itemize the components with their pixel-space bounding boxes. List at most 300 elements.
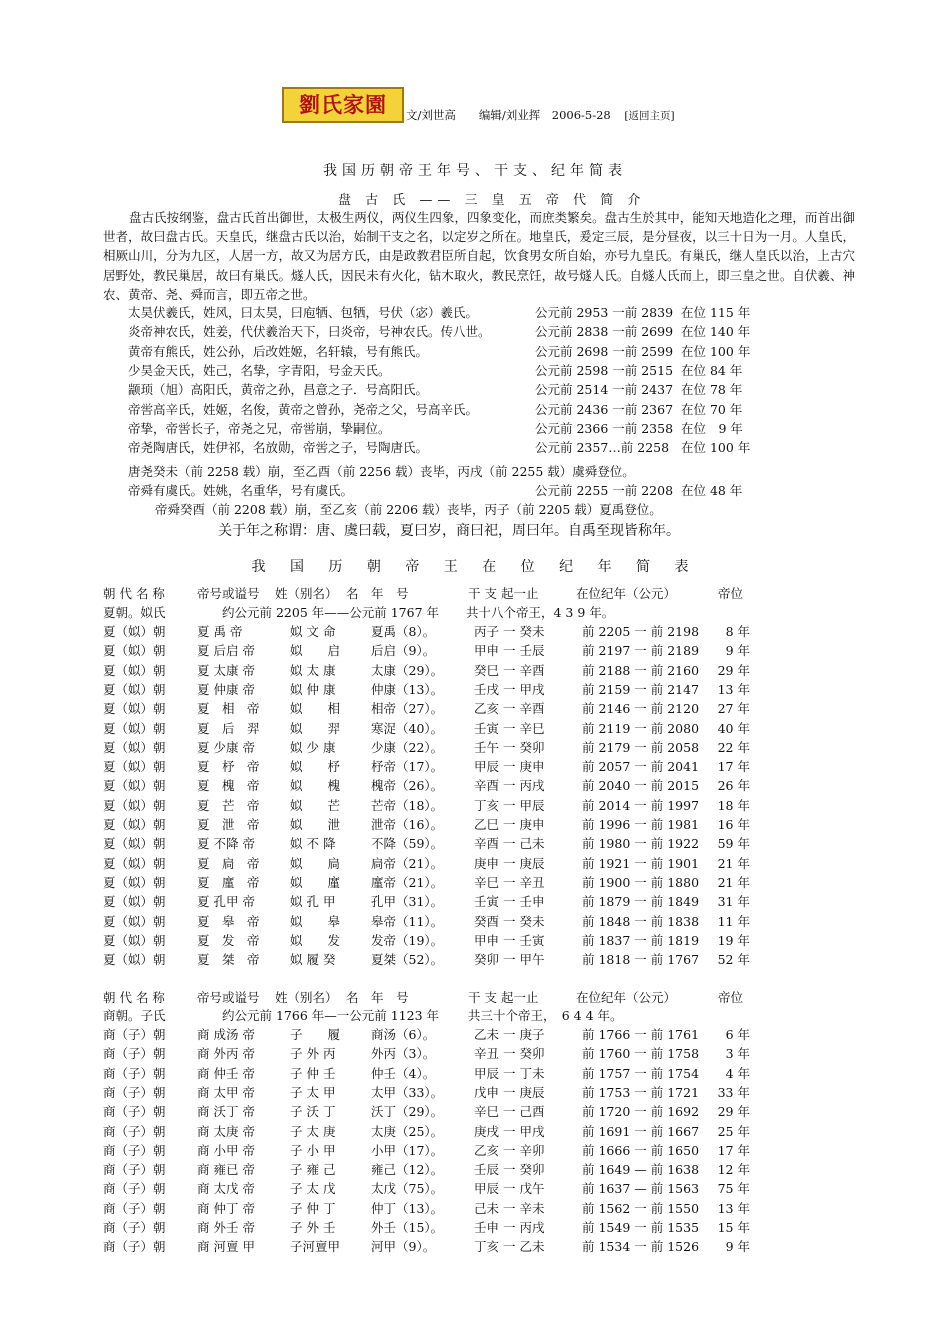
cell-ganzhi: 癸酉 一 癸未 — [474, 913, 545, 929]
cell-dynasty: 夏（姒）朝 — [103, 894, 166, 910]
cell-name: 外丙（3）。 — [371, 1046, 436, 1062]
emperor-reign: 在位 100 年 — [681, 343, 751, 359]
cell-surname: 姒 相 — [290, 701, 341, 717]
cell-title: 夏 后启 帝 — [197, 643, 255, 659]
cell-title: 夏 后 羿 — [197, 720, 260, 736]
cell-surname: 姒 皋 — [290, 913, 341, 929]
header-surname: 姓（别名） — [275, 990, 338, 1005]
header-name: 名 年 号 — [346, 586, 409, 601]
emperor-reign: 在位 70 年 — [681, 401, 743, 417]
cell-surname: 姒 不 降 — [290, 836, 336, 852]
cell-years: 前 1534 一 前 1526 — [582, 1239, 700, 1255]
cell-ganzhi: 壬戌 一 甲戌 — [474, 681, 545, 697]
cell-surname: 姒 仲 康 — [290, 681, 336, 697]
intro-paragraph: 盘古氏按纲鉴，盘古氏首出御世，太极生两仪，两仪生四象，四象变化，而庶类繁矣。盘古生於其中，能知天地造化之理，而首出御世者，故曰盘古氏。天皇氏，继盘古氏以治，始制干支之名，以定岁之所在。地皇氏，爰定三辰，是分昼夜，以三十日为一月。人皇氏，相厥山川，分为九区，人居一方，故又为居方氏，由是政教君臣所自起，饮食男女所自始，亦号九皇氏。有巢氏，继人皇氏以治，上古穴居野处，教民巢居，故曰有巢氏。燧人氏，因民未有火化，钻木取火，教民烹饪，故号燧人氏。自燧人氏而上，即三皇之世。自伏羲、神农、黄帝、尧、舜而言，即五帝之世。 — [103, 210, 855, 302]
cell-name: 寒浞（40）。 — [371, 720, 444, 736]
cell-surname: 姒 廑 — [290, 874, 341, 890]
cell-ganzhi: 壬寅 一 辛巳 — [474, 720, 545, 736]
cell-years: 前 1921 一 前 1901 — [582, 855, 700, 871]
cell-years: 前 2057 一 前 2041 — [582, 759, 700, 775]
cell-name: 槐帝（26）。 — [371, 778, 444, 794]
cell-years: 前 1996 一 前 1981 — [582, 817, 700, 832]
cell-dynasty: 商（子）朝 — [103, 1123, 166, 1139]
cell-ganzhi: 丁亥 一 甲辰 — [474, 797, 545, 813]
dynasty-summary-row — [0, 1006, 950, 1025]
cell-ganzhi: 庚戌 一 甲戌 — [474, 1123, 545, 1139]
cell-surname: 子 雍 己 — [290, 1162, 336, 1178]
table-row — [0, 757, 950, 776]
cell-dynasty: 商（子）朝 — [103, 1084, 166, 1100]
cell-title: 商 太戊 帝 — [197, 1181, 255, 1197]
emperor-desc: 太昊伏羲氏，姓风，曰太昊，曰庖牺、包牺，号伏（宓）羲氏。 — [128, 305, 479, 320]
table-row — [0, 1237, 950, 1256]
cell-reign: 25 年 — [717, 1123, 750, 1139]
cell-dynasty: 商（子）朝 — [103, 1065, 166, 1081]
cell-surname: 姒 芒 — [290, 797, 341, 813]
cell-surname: 姒 启 — [290, 643, 341, 659]
emperor-reign: 在位 84 年 — [681, 362, 743, 378]
cell-reign: 29 年 — [717, 1104, 750, 1120]
emperor-reign: 在位 100 年 — [681, 440, 751, 456]
cell-surname: 子 外 壬 — [290, 1220, 336, 1235]
cell-ganzhi: 丙子 一 癸未 — [474, 624, 545, 639]
header-dynasty: 朝 代 名 称 — [103, 586, 165, 601]
cell-surname: 姒 少 康 — [290, 739, 336, 755]
emperor-years: 公元前 2953 一前 2839 — [535, 305, 674, 320]
cell-ganzhi: 乙亥 一 辛酉 — [474, 701, 545, 717]
cell-ganzhi: 癸卯 一 甲午 — [474, 952, 545, 968]
cell-years: 前 1549 一 前 1535 — [582, 1220, 700, 1235]
table-row — [0, 950, 950, 969]
cell-dynasty: 夏（姒）朝 — [103, 817, 166, 832]
cell-dynasty: 商（子）朝 — [103, 1046, 166, 1062]
cell-name: 外壬（15）。 — [371, 1220, 444, 1235]
cell-title: 商 外壬 帝 — [197, 1220, 255, 1235]
emperor-desc: 帝挚，帝喾长子，帝尧之兄，帝喾崩，挚嗣位。 — [128, 420, 391, 436]
cell-title: 夏 泄 帝 — [197, 817, 260, 832]
cell-title: 夏 廑 帝 — [197, 874, 260, 890]
cell-title: 商 仲丁 帝 — [197, 1200, 255, 1216]
cell-years: 前 1753 一 前 1721 — [582, 1084, 700, 1100]
cell-surname: 子 太 戊 — [290, 1181, 336, 1197]
site-logo — [282, 87, 404, 123]
cell-reign: 6 年 — [725, 1027, 750, 1042]
cell-surname: 姒 羿 — [290, 720, 341, 736]
cell-ganzhi: 甲申 一 壬寅 — [474, 932, 545, 948]
emperor-row — [0, 419, 950, 438]
cell-reign: 3 年 — [725, 1046, 750, 1062]
cell-title: 商 河亶 甲 — [197, 1239, 255, 1255]
cell-reign: 29 年 — [717, 662, 750, 678]
cell-dynasty: 夏（姒）朝 — [103, 739, 166, 755]
cell-ganzhi: 辛酉 一 己未 — [474, 836, 545, 852]
cell-years: 前 1818 一 前 1767 — [582, 952, 700, 968]
dynasty-count: 共十八个帝王，4 3 9 年。 — [466, 605, 615, 620]
table-row — [0, 873, 950, 892]
dynasty-count: 共三十个帝王， 6 4 4 年。 — [468, 1008, 623, 1023]
cell-years: 前 1837 一 前 1819 — [582, 932, 700, 948]
emperor-desc: 帝尧陶唐氏，姓伊祁，名放勋，帝喾之子，号陶唐氏。 — [128, 440, 429, 456]
table-row — [0, 1044, 950, 1063]
cell-ganzhi: 戊申 一 庚辰 — [474, 1084, 545, 1100]
cell-surname: 子 太 庚 — [290, 1123, 336, 1139]
cell-ganzhi: 壬午 一 癸卯 — [474, 739, 545, 755]
cell-name: 夏桀（52）。 — [371, 952, 444, 968]
header-reign: 帝位 — [718, 990, 744, 1005]
cell-title: 夏 皋 帝 — [197, 913, 260, 929]
header-dynasty: 朝 代 名 称 — [103, 990, 165, 1005]
table-row — [0, 796, 950, 815]
emperor-years: 公元前 2838 一前 2699 — [535, 324, 674, 340]
table-row — [0, 661, 950, 680]
cell-ganzhi: 壬辰 一 癸卯 — [474, 1162, 545, 1178]
cell-years: 前 2179 一 前 2058 — [582, 739, 700, 755]
table-row — [0, 912, 950, 931]
cell-dynasty: 商（子）朝 — [103, 1220, 166, 1235]
table-row — [0, 699, 950, 718]
cell-years: 前 2014 一 前 1997 — [582, 797, 700, 813]
cell-years: 前 1900 一 前 1880 — [582, 874, 700, 890]
cell-dynasty: 夏（姒）朝 — [103, 836, 166, 852]
cell-reign: 33 年 — [717, 1084, 750, 1100]
table-row — [0, 1160, 950, 1179]
cell-surname: 姒 槐 — [290, 778, 341, 794]
cell-dynasty: 夏（姒）朝 — [103, 759, 166, 775]
back-home-link[interactable]: [返回主页] — [624, 110, 675, 122]
cell-reign: 75 年 — [717, 1181, 750, 1197]
cell-reign: 13 年 — [717, 681, 750, 697]
cell-name: 沃丁（29）。 — [371, 1104, 444, 1120]
cell-years: 前 1562 一 前 1550 — [582, 1200, 700, 1216]
cell-ganzhi: 己未 一 辛未 — [474, 1200, 545, 1216]
table-row — [0, 776, 950, 795]
header-title: 帝号或谥号 — [197, 990, 260, 1005]
cell-name: 扃帝（21）。 — [371, 855, 444, 871]
cell-dynasty: 夏（姒）朝 — [103, 720, 166, 736]
cell-years: 前 2146 一 前 2120 — [582, 701, 700, 717]
cell-surname: 子 仲 壬 — [290, 1065, 336, 1081]
cell-name: 夏禹（8）。 — [371, 624, 436, 639]
cell-name: 少康（22）。 — [371, 739, 444, 755]
cell-title: 夏 禹 帝 — [197, 624, 243, 639]
cell-years: 前 1649 — 前 1638 — [582, 1162, 700, 1178]
cell-ganzhi: 乙巳 一 庚申 — [474, 817, 545, 832]
cell-title: 商 成汤 帝 — [197, 1027, 255, 1042]
header-ganzhi: 干 支 起一止 — [468, 586, 539, 601]
cell-dynasty: 商（子）朝 — [103, 1162, 166, 1178]
header-years: 在位纪年（公元） — [576, 586, 677, 601]
emperor-years: 公元前 2598 一前 2515 — [535, 362, 674, 378]
cell-dynasty: 商（子）朝 — [103, 1104, 166, 1120]
cell-ganzhi: 乙未 一 庚子 — [474, 1027, 545, 1042]
cell-title: 夏 太康 帝 — [197, 662, 255, 678]
cell-title: 夏 发 帝 — [197, 932, 260, 948]
cell-surname: 姒 扃 — [290, 855, 341, 871]
cell-surname: 姒 文 命 — [290, 624, 336, 639]
cell-title: 商 外丙 帝 — [197, 1046, 255, 1062]
cell-reign: 8 年 — [725, 624, 750, 639]
cell-ganzhi: 辛巳 一 辛丑 — [474, 874, 545, 890]
cell-ganzhi: 丁亥 一 乙未 — [474, 1239, 545, 1255]
cell-name: 商汤（6）。 — [371, 1027, 436, 1042]
header-ganzhi: 干 支 起一止 — [468, 990, 539, 1005]
cell-ganzhi: 乙亥 一 辛卯 — [474, 1142, 545, 1158]
section-subtitle: 盘 古 氏 —— 三 皇 五 帝 代 简 介 — [338, 193, 646, 208]
cell-reign: 19 年 — [717, 932, 750, 948]
cell-dynasty: 夏（姒）朝 — [103, 913, 166, 929]
cell-name: 河甲（9）。 — [371, 1239, 436, 1255]
cell-title: 商 太甲 帝 — [197, 1084, 255, 1100]
cell-name: 泄帝（16）。 — [371, 817, 444, 832]
byline-text: 文/刘世高 编辑/刘业挥 2006-5-28 — [406, 108, 611, 122]
cell-years: 前 1879 一 前 1849 — [582, 894, 700, 910]
table-row — [0, 854, 950, 873]
cell-reign: 15 年 — [717, 1220, 750, 1235]
cell-years: 前 1757 一 前 1754 — [582, 1065, 700, 1081]
cell-years: 前 2205 一 前 2198 — [582, 624, 700, 639]
cell-surname: 姒 发 — [290, 932, 341, 948]
emperor-reign: 在位 78 年 — [681, 382, 743, 398]
cell-name: 芒帝（18）。 — [371, 797, 444, 813]
cell-title: 夏 相 帝 — [197, 701, 260, 717]
cell-ganzhi: 庚申 一 庚辰 — [474, 855, 545, 871]
cell-dynasty: 夏（姒）朝 — [103, 624, 166, 639]
cell-ganzhi: 甲辰 一 戊午 — [474, 1181, 545, 1197]
emperor-desc: 炎帝神农氏，姓姜，代伏羲治天下，曰炎帝，号神农氏。传八世。 — [128, 324, 491, 340]
cell-name: 不降（59）。 — [371, 836, 444, 852]
dynasty-span: 约公元前 1766 年—一公元前 1123 年 — [222, 1008, 440, 1023]
cell-years: 前 2188 一 前 2160 — [582, 662, 700, 678]
cell-surname: 子 小 甲 — [290, 1142, 336, 1158]
table-row — [0, 1064, 950, 1083]
cell-name: 小甲（17）。 — [371, 1142, 444, 1158]
table-row — [0, 1141, 950, 1160]
cell-title: 商 仲壬 帝 — [197, 1065, 255, 1081]
cell-name: 雍己（12）。 — [371, 1162, 444, 1178]
cell-name: 仲丁（13）。 — [371, 1200, 444, 1216]
cell-surname: 姒 孔 甲 — [290, 894, 336, 910]
table-row — [0, 1083, 950, 1102]
emperor-desc: 帝喾高辛氏，姓姬，名俊，黄帝之曾孙，尧帝之父，号高辛氏。 — [128, 401, 479, 417]
cell-name: 孔甲（31）。 — [371, 894, 444, 910]
cell-dynasty: 商（子）朝 — [103, 1142, 166, 1158]
emperor-row-shun — [0, 481, 950, 500]
cell-surname: 子 外 丙 — [290, 1046, 336, 1062]
emperor-row — [0, 400, 950, 419]
cell-dynasty: 夏（姒）朝 — [103, 932, 166, 948]
cell-title: 商 太庚 帝 — [197, 1123, 255, 1139]
header-years: 在位纪年（公元） — [576, 990, 677, 1005]
emperor-reign: 在位 140 年 — [681, 324, 751, 340]
cell-name: 发帝（19）。 — [371, 932, 444, 948]
table-row — [0, 641, 950, 660]
cell-title: 夏 桀 帝 — [197, 952, 260, 968]
table-row — [0, 834, 950, 853]
cell-title: 夏 少康 帝 — [197, 739, 255, 755]
cell-ganzhi: 甲辰 一 庚申 — [474, 759, 545, 775]
cell-years: 前 1666 一 前 1650 — [582, 1142, 700, 1158]
emperor-years: 公元前 2255 一前 2208 — [535, 483, 674, 498]
table-title: 我 国 历 朝 帝 王 在 位 纪 年 简 表 — [251, 559, 699, 575]
header-title: 帝号或谥号 — [197, 586, 260, 601]
cell-title: 商 小甲 帝 — [197, 1142, 255, 1158]
table-row — [0, 738, 950, 757]
cell-reign: 16 年 — [717, 817, 750, 832]
table-row — [0, 1122, 950, 1141]
cell-name: 太庚（25）。 — [371, 1123, 444, 1139]
cell-surname: 子河亶甲 — [290, 1239, 341, 1255]
cell-years: 前 1760 一 前 1758 — [582, 1046, 700, 1062]
cell-ganzhi: 甲申 一 壬辰 — [474, 643, 545, 659]
emperor-row — [0, 438, 950, 457]
dynasty-name: 商朝。子氏 — [103, 1008, 166, 1023]
cell-ganzhi: 癸巳 一 辛酉 — [474, 662, 545, 678]
dynasty-summary-row — [0, 603, 950, 622]
cell-name: 杼帝（17）。 — [371, 759, 444, 775]
cell-ganzhi: 辛酉 一 丙戌 — [474, 778, 545, 794]
cell-dynasty: 夏（姒）朝 — [103, 778, 166, 794]
header-surname: 姓（别名） — [275, 586, 338, 601]
cell-name: 廑帝（21）。 — [371, 874, 444, 890]
cell-reign: 12 年 — [717, 1162, 750, 1178]
cell-title: 夏 不降 帝 — [197, 836, 255, 852]
table-row — [0, 622, 950, 641]
cell-name: 仲康（13）。 — [371, 681, 444, 697]
cell-reign: 11 年 — [717, 913, 750, 929]
cell-name: 太康（29）。 — [371, 662, 444, 678]
cell-name: 后启（9）。 — [371, 643, 436, 659]
cell-title: 商 雍已 帝 — [197, 1162, 255, 1178]
emperor-row — [0, 342, 950, 361]
cell-reign: 21 年 — [717, 874, 750, 890]
cell-reign: 21 年 — [717, 855, 750, 871]
emperor-reign: 在位 9 年 — [681, 420, 743, 436]
cell-reign: 17 年 — [717, 1142, 750, 1158]
cell-years: 前 1980 一 前 1922 — [582, 836, 700, 852]
emperor-years: 公元前 2357…前 2258 — [535, 440, 670, 456]
cell-ganzhi: 壬寅 一 壬申 — [474, 894, 545, 910]
cell-reign: 40 年 — [717, 720, 750, 736]
emperor-desc: 黄帝有熊氏，姓公孙，后改姓姬，名轩辕，号有熊氏。 — [128, 343, 429, 359]
cell-dynasty: 商（子）朝 — [103, 1200, 166, 1216]
emperor-row — [0, 380, 950, 399]
emperor-years: 公元前 2514 一前 2437 — [535, 382, 674, 398]
cell-surname: 姒 太 康 — [290, 662, 336, 678]
cell-years: 前 2040 一 前 2015 — [582, 778, 700, 794]
cell-name: 相帝（27）。 — [371, 701, 444, 717]
table-row — [0, 892, 950, 911]
cell-surname: 子 仲 丁 — [290, 1200, 336, 1216]
emperor-years: 公元前 2436 一前 2367 — [535, 401, 674, 417]
cell-reign: 52 年 — [717, 952, 750, 968]
cell-surname: 姒 杼 — [290, 759, 341, 775]
cell-dynasty: 夏（姒）朝 — [103, 952, 166, 968]
cell-title: 夏 扃 帝 — [197, 855, 260, 871]
cell-name: 太戊（75）。 — [371, 1181, 444, 1197]
cell-title: 夏 槐 帝 — [197, 778, 260, 794]
cell-years: 前 2197 一 前 2189 — [582, 643, 700, 659]
cell-dynasty: 夏（姒）朝 — [103, 855, 166, 871]
cell-years: 前 1637 — 前 1563 — [582, 1181, 700, 1197]
cell-dynasty: 夏（姒）朝 — [103, 662, 166, 678]
cell-dynasty: 商（子）朝 — [103, 1181, 166, 1197]
cell-surname: 姒 履 癸 — [290, 952, 336, 968]
cell-reign: 13 年 — [717, 1200, 750, 1216]
cell-dynasty: 夏（姒）朝 — [103, 874, 166, 890]
cell-ganzhi: 甲辰 一 丁未 — [474, 1065, 545, 1081]
cell-years: 前 2119 一 前 2080 — [582, 720, 700, 736]
page-title: 我国历朝帝王年号、干支、纪年简表 — [323, 163, 627, 179]
cell-reign: 59 年 — [717, 836, 750, 852]
cell-dynasty: 夏（姒）朝 — [103, 797, 166, 813]
table-header-row — [0, 584, 950, 603]
table-row — [0, 931, 950, 950]
dynasty-span: 约公元前 2205 年——公元前 1767 年 — [222, 605, 440, 620]
table-row — [0, 815, 950, 834]
year-note: 关于年之称谓：唐、虞曰载，夏曰岁，商曰祀，周曰年。自禹至现皆称年。 — [218, 523, 680, 539]
table-header-row — [0, 988, 950, 1007]
cell-years: 前 2159 一 前 2147 — [582, 681, 700, 697]
byline — [406, 107, 675, 123]
table-row — [0, 1025, 950, 1044]
table-row — [0, 1102, 950, 1121]
cell-ganzhi: 辛巳 一 己酉 — [474, 1104, 545, 1120]
cell-title: 夏 杼 帝 — [197, 759, 260, 775]
emperor-desc: 帝舜有虞氏。姓姚，名重华，号有虞氏。 — [128, 483, 354, 498]
cell-dynasty: 夏（姒）朝 — [103, 681, 166, 697]
cell-reign: 4 年 — [725, 1065, 750, 1081]
note-yao: 唐尧癸未（前 2258 载）崩，至乙酉（前 2256 载）丧毕，丙戌（前 2255 载）虞舜登位。 — [128, 464, 635, 479]
cell-surname: 姒 泄 — [290, 817, 341, 832]
cell-name: 仲壬（4）。 — [371, 1065, 436, 1081]
cell-dynasty: 夏（姒）朝 — [103, 643, 166, 659]
cell-dynasty: 夏（姒）朝 — [103, 701, 166, 717]
emperor-row — [0, 361, 950, 380]
cell-name: 皋帝（11）。 — [371, 913, 444, 929]
header-reign: 帝位 — [718, 586, 744, 601]
table-row — [0, 1218, 950, 1237]
cell-reign: 31 年 — [717, 894, 750, 910]
emperor-reign: 在位 115 年 — [681, 305, 751, 320]
cell-reign: 27 年 — [717, 701, 750, 717]
cell-title: 夏 芒 帝 — [197, 797, 260, 813]
cell-name: 太甲（33）。 — [371, 1084, 444, 1100]
cell-reign: 9 年 — [725, 1239, 750, 1255]
cell-surname: 子 沃 丁 — [290, 1104, 336, 1120]
table-row — [0, 1199, 950, 1218]
emperor-years: 公元前 2366 一前 2358 — [535, 420, 674, 436]
cell-years: 前 1766 一 前 1761 — [582, 1027, 700, 1042]
emperor-years: 公元前 2698 一前 2599 — [535, 343, 674, 359]
cell-reign: 9 年 — [725, 643, 750, 659]
emperor-desc: 少昊金天氏，姓己，名挚，字青阳，号金天氏。 — [128, 362, 391, 378]
table-row — [0, 1179, 950, 1198]
table-row — [0, 719, 950, 738]
cell-reign: 26 年 — [717, 778, 750, 794]
cell-title: 商 沃丁 帝 — [197, 1104, 255, 1120]
cell-dynasty: 商（子）朝 — [103, 1027, 166, 1042]
cell-years: 前 1848 一 前 1838 — [582, 913, 700, 929]
cell-reign: 18 年 — [717, 797, 750, 813]
cell-dynasty: 商（子）朝 — [103, 1239, 166, 1255]
dynasty-name: 夏朝。姒氏 — [103, 605, 166, 620]
table-row — [0, 680, 950, 699]
cell-ganzhi: 辛丑 一 癸卯 — [474, 1046, 545, 1062]
cell-ganzhi: 壬申 一 丙戌 — [474, 1220, 545, 1235]
cell-title: 夏 仲康 帝 — [197, 681, 255, 697]
logo-text: 劉氏家園 — [299, 92, 387, 117]
emperor-row — [0, 303, 950, 322]
